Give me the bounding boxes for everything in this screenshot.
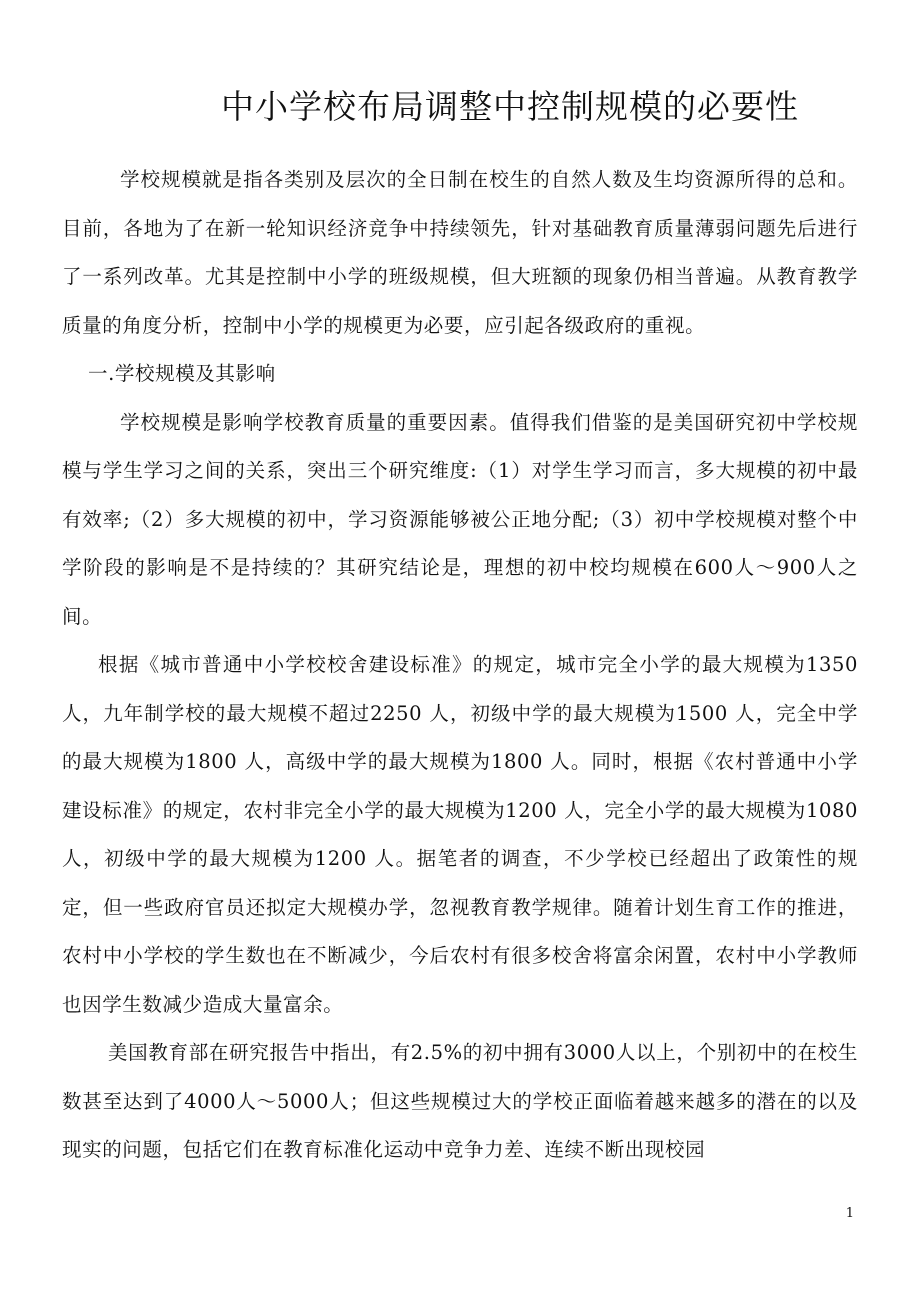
document-title: 中小学校布局调整中控制规模的必要性 — [221, 87, 799, 126]
section-heading-1: 一.学校规模及其影响 — [88, 362, 276, 385]
paragraph-standards: 根据《城市普通中小学校校舍建设标准》的规定，城市完全小学的最大规模为1350 人，九年制学校的最大规模不超过2250 人，初级中学的最大规模为1500 人，完全中学的最大规模为1800 人，高级中学的最大规模为1800 人。同时，根据《农村普通中小学建设标准》的规定，农村非完全小学的最大规模为1200 人，完全小学的最大规模为1080 人，初级中学的最大规模为1200 人。据笔者的调查，不少学校已经超出了政策性的规定，但一些政府官员还拟定大规模办学，忽视教育教学规律。随着计划生育工作的推进，农村中小学校的学生数也在不断减少，今后农村有很多校舍将富余闲置，农村中小学教师也因学生数减少造成大量富余。 — [62, 653, 858, 1016]
paragraph-intro: 学校规模就是指各类别及层次的全日制在校生的自然人数及生均资源所得的总和。目前，各地为了在新一轮知识经济竞争中持续领先，针对基础教育质量薄弱问题先后进行了一系列改革。尤其是控制中小学的班级规模，但大班额的现象仍相当普遍。从教育教学质量的角度分析，控制中小学的规模更为必要，应引起各级政府的重视。 — [62, 168, 858, 337]
paragraph-us-report: 美国教育部在研究报告中指出，有2.5%的初中拥有3000人以上，个别初中的在校生数甚至达到了4000人～5000人；但这些规模过大的学校正面临着越来越多的潜在的以及现实的问题，包括它们在教育标准化运动中竞争力差、连续不断出现校园 — [62, 1041, 858, 1161]
paragraph-school-scale: 学校规模是影响学校教育质量的重要因素。值得我们借鉴的是美国研究初中学校规模与学生学习之间的关系，突出三个研究维度:（1）对学生学习而言，多大规模的初中最有效率;（2）多大规模的初中，学习资源能够被公正地分配;（3）初中学校规模对整个中学阶段的影响是不是持续的？其研究结论是，理想的初中校均规模在600人～900人之间。 — [62, 410, 858, 628]
document-body — [62, 156, 858, 1175]
page-number: 1 — [845, 1206, 854, 1221]
